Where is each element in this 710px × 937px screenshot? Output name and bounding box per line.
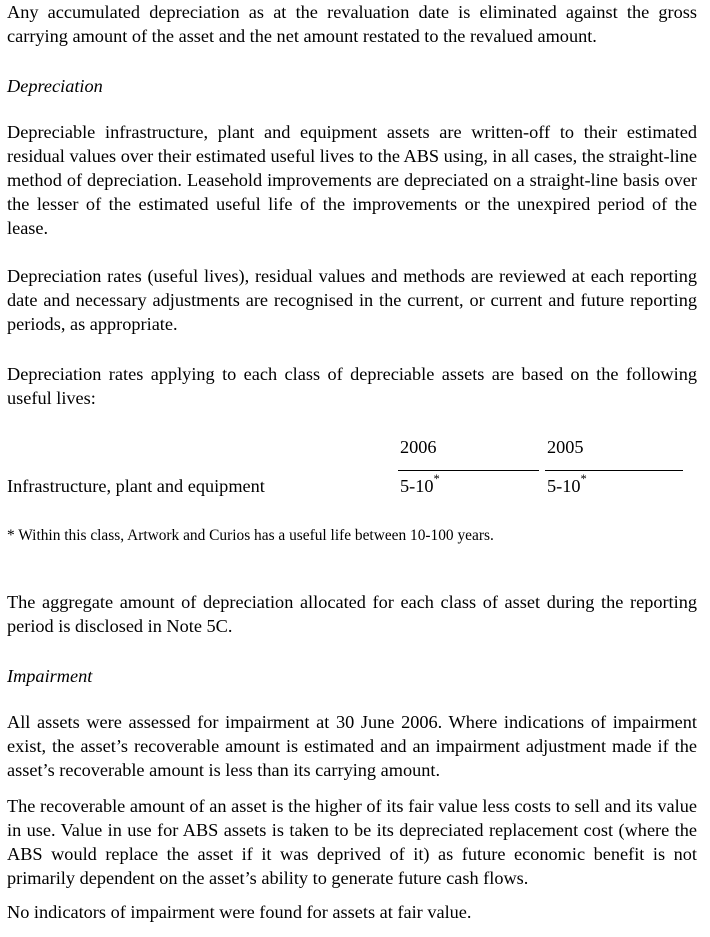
- paragraph-recoverable-amount: The recoverable amount of an asset is the higher of its fair value less costs to sell and its value in use. Value in use for ABS assets is taken to be its depreciated replacement cost (where the ABS would replace the asset if it was deprived of it) as future economic benefit is not primarily dependent on the asset’s ability to generate future cash flows.: [7, 796, 697, 888]
- table-cell-2005-value: [547, 471, 587, 498]
- spacer: [7, 48, 697, 74]
- useful-lives-table: [7, 436, 697, 514]
- spacer: [7, 688, 697, 710]
- paragraph-impairment-assessment: All assets were assessed for impairment at 30 June 2006. Where indications of impairment exist, the asset’s recoverable amount is estimated and an impairment adjustment made if the asset’s recoverable amount is less than its carrying amount.: [7, 712, 697, 780]
- paragraph-aggregate-depreciation: The aggregate amount of depreciation allocated for each class of asset during the reporting period is disclosed in Note 5C.: [7, 592, 697, 636]
- spacer: [7, 410, 697, 436]
- paragraph-no-indicators: No indicators of impairment were found for assets at fair value.: [7, 902, 472, 922]
- paragraph-depreciable-assets: Depreciable infrastructure, plant and equipment assets are written-off to their estimated residual values over their estimated useful lives to the ABS using, in all cases, the straight-line method of depreciation. Leasehold improvements are depreciated on a straight-line basis over the lesser of the estimated useful life of the improvements or the unexpired period of the lease.: [7, 122, 697, 238]
- spacer: [7, 336, 697, 362]
- spacer: [7, 890, 697, 900]
- section-heading-impairment: Impairment: [7, 666, 93, 686]
- footnote-marker-icon: *: [433, 471, 440, 486]
- footnote-marker-icon: *: [580, 471, 587, 486]
- paragraph-rates-intro: Depreciation rates applying to each class of depreciable assets are based on the following useful lives:: [7, 364, 697, 408]
- table-row-label-infrastructure-plant-equipment: Infrastructure, plant and equipment: [7, 476, 265, 496]
- table-rule-2005: [545, 470, 683, 471]
- section-heading-depreciation: Depreciation: [7, 76, 103, 96]
- table-footnote: * Within this class, Artwork and Curios has a useful life between 10-100 years.: [7, 527, 494, 544]
- spacer: [7, 98, 697, 120]
- table-cell-2006-value: [400, 471, 440, 498]
- spacer: [7, 240, 697, 264]
- table-column-header-2005: 2005: [547, 437, 584, 457]
- table-column-header-2006: 2006: [400, 437, 437, 457]
- spacer: [7, 514, 697, 526]
- paragraph-rates-reviewed: Depreciation rates (useful lives), residual values and methods are reviewed at each reporting date and necessary adjustments are recognised in the current, or current and future reporting periods, as appropriate.: [7, 266, 697, 334]
- document-body: [7, 0, 697, 924]
- paragraph-revaluation-elimination: Any accumulated depreciation as at the revaluation date is eliminated against the gross carrying amount of the asset and the net amount restated to the revalued amount.: [7, 2, 697, 46]
- table-cell-2006-number: 5-10: [400, 476, 434, 496]
- spacer: [7, 546, 697, 590]
- spacer: [7, 782, 697, 794]
- table-cell-2005-number: 5-10: [547, 476, 581, 496]
- table-rule-2006: [398, 470, 539, 471]
- spacer: [7, 638, 697, 664]
